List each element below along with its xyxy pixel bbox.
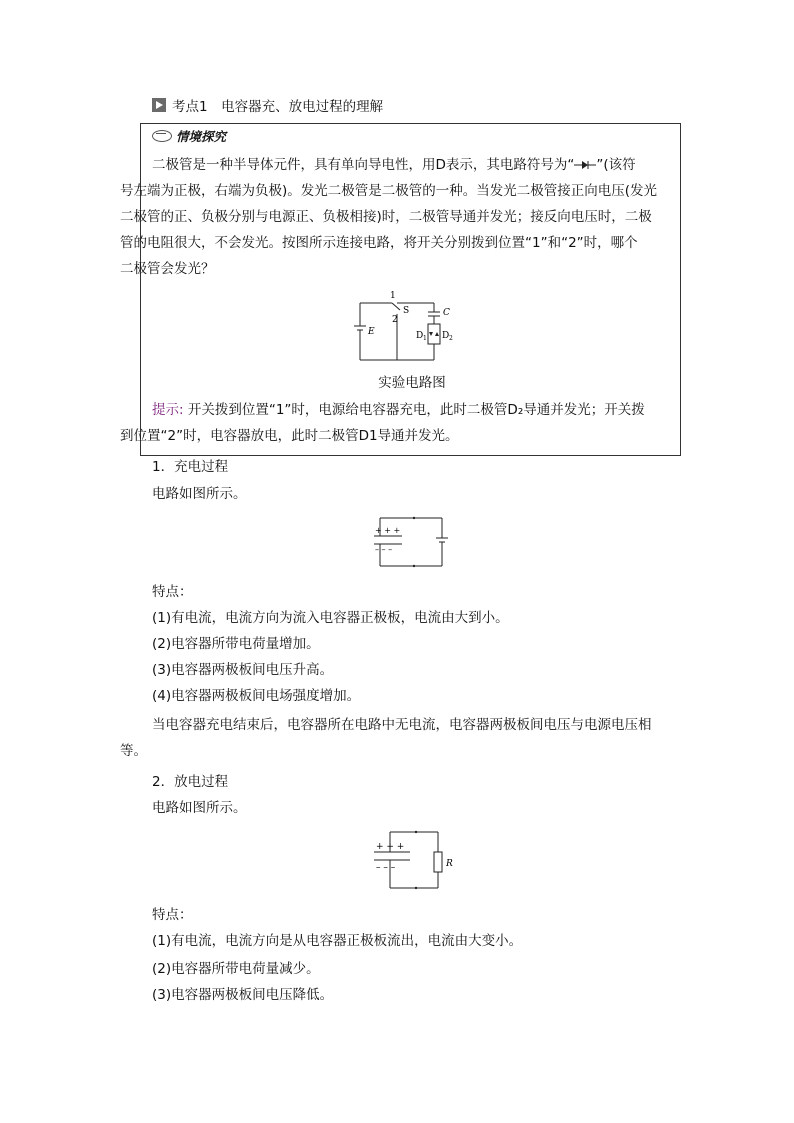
svg-text:1: 1 [390,291,396,301]
hint-line-1: 提示: 开关拨到位置“1”时，电源给电容器充电，此时二极管D₂导通并发光；开关拨 [152,402,645,418]
sec2-heading: 2．放电过程 [152,774,229,790]
discharging-circuit-diagram [370,828,460,892]
para-line-3: 二极管的正、负极分别与电源正、负极相接)时，二极管导通并发光；接反向电压时，二极 [120,209,652,225]
para-line-4: 管的电阻很大，不会发光。按图所示连接电路，将开关分别拨到位置“1”和“2”时，哪个 [120,235,638,251]
sec1-item-1: (1)有电流，电流方向为流入电容器正极板，电流由大到小。 [152,610,509,626]
svg-text:E: E [368,327,375,337]
tag-label: 情境探究 [176,129,227,144]
sec1-conclusion-1: 当电容器充电结束后，电容器所在电路中无电流，电容器两极板间电压与电源电压相 [152,717,652,733]
svg-text:D: D [442,331,450,341]
para-line-1: 二极管是一种半导体元件，具有单向导电性，用D表示，其电路符号为“ ”(该符 [152,157,636,173]
sec1-heading: 1．充电过程 [152,459,229,475]
sec2-item-3: (3)电容器两极板间电压降低。 [152,987,334,1003]
sec1-conclusion-2: 等。 [120,743,147,759]
experiment-circuit-diagram [352,288,472,368]
topic-label: 考点1 电容器充、放电过程的理解 [172,99,384,115]
para-line-2: 号左端为正极，右端为负极)。发光二极管是二极管的一种。当发光二极管接正向电压(发光 [120,183,658,199]
charging-circuit-diagram [370,514,450,570]
sec1-intro: 电路如图所示。 [152,486,247,502]
sec1-item-4: (4)电容器两极板间电场强度增加。 [152,688,361,704]
sec1-features-label: 特点： [152,584,193,600]
topic-heading [152,95,383,115]
svg-text:2: 2 [449,335,453,342]
para-line-5: 二极管会发光？ [120,261,215,277]
hint-label: 提示: [152,402,184,418]
svg-text:R: R [446,859,453,869]
sec2-item-1: (1)有电流，电流方向是从电容器正极板流出，电流由大变小。 [152,933,523,949]
tag-icon [152,130,172,142]
svg-text:– – –: – – – [375,545,393,554]
svg-text:S: S [403,306,410,316]
diode-symbol-icon [574,160,596,170]
svg-text:D: D [416,331,424,341]
svg-text:+ + +: + + + [375,526,401,535]
sec2-intro: 电路如图所示。 [152,800,247,816]
led-d1-icon [429,332,433,336]
svg-text:2: 2 [392,315,398,325]
sec2-item-2: (2)电容器所带电荷量减少。 [152,961,320,977]
hint-line-2: 到位置“2”时，电容器放电，此时二极管D1导通并发光。 [120,428,459,444]
situation-tag [152,127,226,145]
svg-text:– – –: – – – [376,863,396,873]
sec2-features-label: 特点： [152,907,193,923]
circuit-caption: 实验电路图 [378,375,446,391]
play-icon [152,98,166,112]
sec1-item-2: (2)电容器所带电荷量增加。 [152,636,320,652]
sec1-item-3: (3)电容器两极板间电压升高。 [152,662,334,678]
svg-text:+ + +: + + + [376,842,405,852]
svg-text:1: 1 [423,335,427,342]
svg-text:C: C [443,308,450,318]
led-d2-icon [435,332,439,336]
